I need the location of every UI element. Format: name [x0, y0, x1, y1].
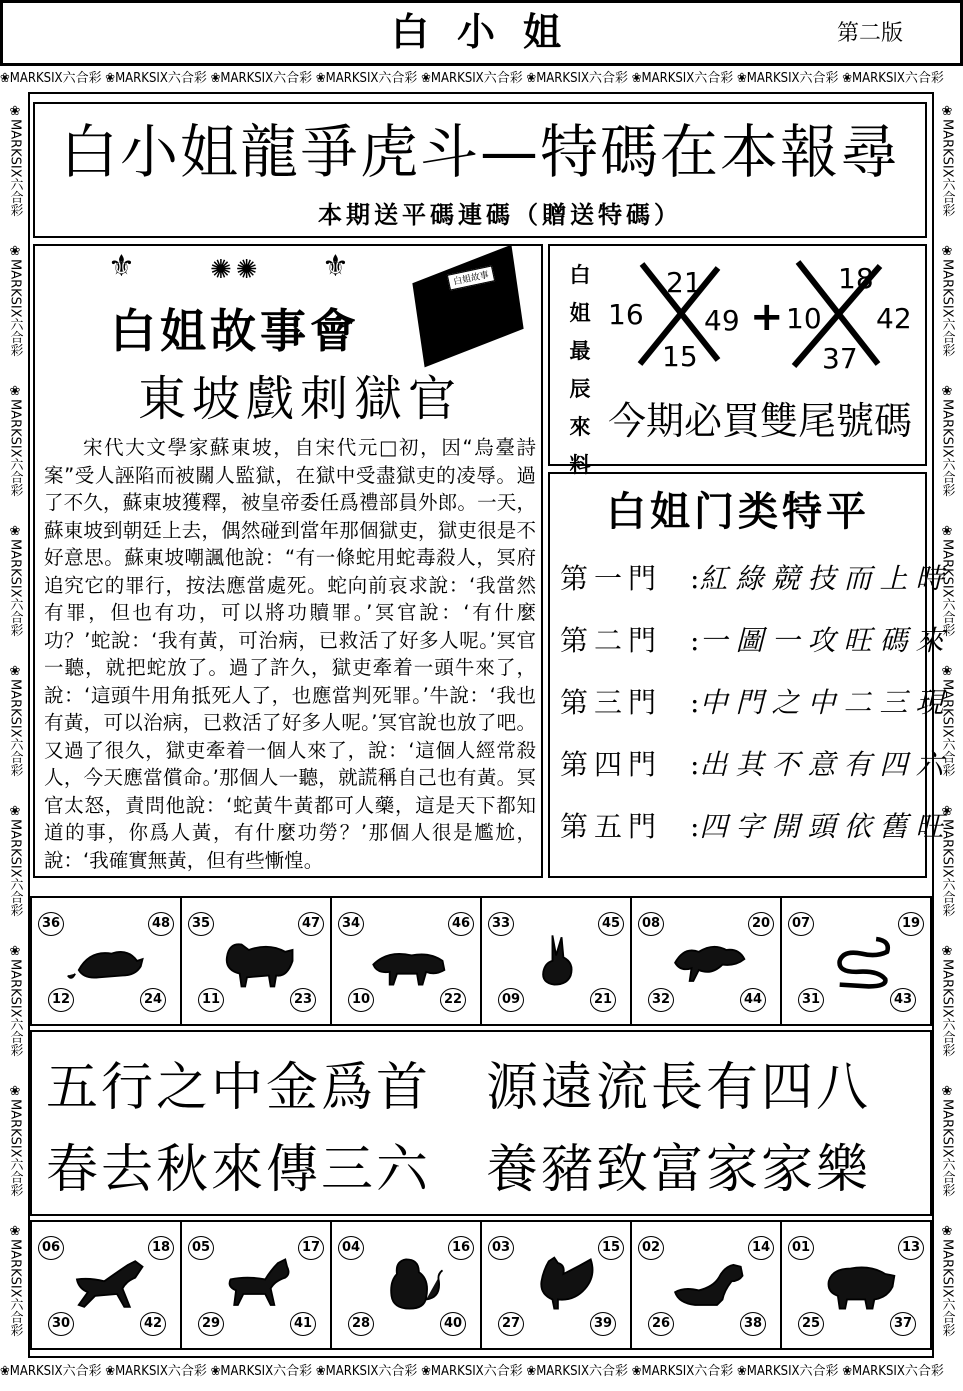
zodiac-number: 02 [638, 1236, 664, 1260]
category-label: 第二門 [560, 624, 663, 657]
pig-icon [816, 1252, 898, 1316]
border-strip-unit: ❀MARKSIX六合彩 [7, 943, 23, 1057]
handwritten-numbers [600, 256, 920, 374]
hand-number: 15 [662, 340, 698, 373]
category-label: 第五門 [560, 810, 663, 843]
zodiac-number: 07 [788, 912, 814, 936]
rabbit-icon [516, 928, 598, 992]
border-strip-unit: ❀MARKSIX六合彩 [7, 1083, 23, 1197]
zodiac-number: 46 [448, 912, 474, 936]
zodiac-cell-rabbit [482, 898, 632, 1024]
zodiac-number: 48 [148, 912, 174, 936]
verse-half: 養豬致富家家樂 [486, 1140, 872, 1200]
masthead-title: 白小姐 [390, 9, 589, 54]
category-label: 第一門 [560, 562, 663, 595]
zodiac-number: 25 [798, 1312, 824, 1336]
zodiac-cell-ox [182, 898, 332, 1024]
zodiac-number: 09 [498, 988, 524, 1012]
category-title: 白姐门类特平 [606, 489, 870, 535]
zodiac-number: 11 [198, 988, 224, 1012]
hand-number: 21 [666, 266, 702, 299]
verse-line [46, 1048, 916, 1128]
zodiac-cell-monkey [332, 1222, 482, 1348]
zodiac-number: 40 [440, 1312, 466, 1336]
border-strip-left [2, 90, 28, 1360]
zodiac-number: 37 [890, 1312, 916, 1336]
tulip-icon: ⚜ [322, 249, 349, 284]
zodiac-number: 30 [48, 1312, 74, 1336]
border-strip-bottom: ❀MARKSIX六合彩 ❀MARKSIX六合彩 ❀MARKSIX六合彩 ❀MARKSIX六合彩 ❀MARKSIX六合彩 ❀MARKSIX六合彩 ❀MARKSIX六合彩 ❀MARKSIX六合彩 ❀MARKSIX六合彩 [0, 1364, 944, 1379]
prediction-text: 今期必買雙尾號碼 [607, 399, 912, 443]
hand-number: 42 [876, 302, 912, 335]
border-strip-unit: ❀MARKSIX六合彩 [7, 1223, 23, 1337]
zodiac-row-bottom [30, 1220, 932, 1350]
verse-half: 五行之中金爲首 [46, 1058, 432, 1118]
verse-half: 源遠流長有四八 [486, 1058, 872, 1118]
zodiac-number: 42 [140, 1312, 166, 1336]
plus-sign: + [750, 294, 784, 340]
category-value: 中門之中二三現 [699, 686, 952, 719]
zodiac-number: 28 [348, 1312, 374, 1336]
zodiac-number: 39 [590, 1312, 616, 1336]
zodiac-number: 22 [440, 988, 466, 1012]
ox-icon [216, 928, 298, 992]
category-label: 第四門 [560, 748, 663, 781]
category-row: 第三門 :中門之中二三現 [560, 672, 920, 734]
subheadline: 本期送平碼連碼（贈送特碼） [318, 201, 682, 229]
zodiac-cell-dragon [632, 898, 782, 1024]
zodiac-cell-rat [32, 898, 182, 1024]
zodiac-cell-goat [182, 1222, 332, 1348]
monkey-icon [366, 1252, 448, 1316]
zodiac-number: 34 [338, 912, 364, 936]
sparkle-icon: ✺✺ [210, 255, 262, 285]
zodiac-number: 41 [290, 1312, 316, 1336]
category-value: 一圖一攻旺碼來 [699, 624, 952, 657]
zodiac-number: 43 [890, 988, 916, 1012]
zodiac-number: 13 [898, 1236, 924, 1260]
category-row: 第四門 :出其不意有四六 [560, 734, 920, 796]
snake-icon [816, 928, 898, 992]
border-strip-unit: ❀MARKSIX六合彩 [939, 103, 955, 217]
dragon-icon [666, 928, 748, 992]
zodiac-cell-rooster [482, 1222, 632, 1348]
zodiac-number: 20 [748, 912, 774, 936]
category-row: 第五門 :四字開頭依舊旺 [560, 796, 920, 858]
headline: 白小姐龍爭虎斗—特碼在本報尋 [59, 118, 900, 186]
zodiac-number: 14 [748, 1236, 774, 1260]
prediction-side-label: 白姐最辰來料 [569, 263, 591, 477]
zodiac-number: 16 [448, 1236, 474, 1260]
category-value: 出其不意有四六 [699, 748, 952, 781]
zodiac-row-top [30, 896, 932, 1026]
category-row: 第二門 :一圖一攻旺碼來 [560, 610, 920, 672]
zodiac-number: 26 [648, 1312, 674, 1336]
border-strip-unit: ❀MARKSIX六合彩 [939, 1223, 955, 1337]
border-strip-unit: ❀MARKSIX六合彩 [939, 663, 955, 777]
story-title: 東坡戲刺獄官 [137, 371, 462, 427]
book-label: 白姐故事 [447, 265, 495, 290]
hand-number: 10 [786, 302, 822, 335]
zodiac-number: 23 [290, 988, 316, 1012]
category-value: 紅綠競技而上時 [699, 562, 952, 595]
horse-icon [66, 1252, 148, 1316]
zodiac-number: 32 [648, 988, 674, 1012]
border-strip-unit: ❀MARKSIX六合彩 [939, 803, 955, 917]
border-strip-unit: ❀MARKSIX六合彩 [939, 523, 955, 637]
zodiac-number: 08 [638, 912, 664, 936]
zodiac-number: 15 [598, 1236, 624, 1260]
zodiac-cell-horse [32, 1222, 182, 1348]
edition-label: 第二版 [836, 21, 903, 46]
dog-icon [666, 1252, 748, 1316]
zodiac-number: 17 [298, 1236, 324, 1260]
zodiac-number: 24 [140, 988, 166, 1012]
border-strip-unit: ❀MARKSIX六合彩 [7, 523, 23, 637]
zodiac-cell-pig [782, 1222, 930, 1348]
verse-line [46, 1130, 916, 1210]
border-strip-unit: ❀MARKSIX六合彩 [7, 383, 23, 497]
tiger-icon [366, 928, 448, 992]
story-section-title: 白姐故事會 [110, 304, 360, 358]
border-strip-top: ❀MARKSIX六合彩 ❀MARKSIX六合彩 ❀MARKSIX六合彩 ❀MARKSIX六合彩 ❀MARKSIX六合彩 ❀MARKSIX六合彩 ❀MARKSIX六合彩 ❀MARKSIX六合彩 ❀MARKSIX六合彩 [0, 71, 944, 86]
border-strip-unit: ❀MARKSIX六合彩 [7, 663, 23, 777]
zodiac-number: 31 [798, 988, 824, 1012]
zodiac-cell-tiger [332, 898, 482, 1024]
zodiac-number: 27 [498, 1312, 524, 1336]
category-row: 第一門 :紅綠競技而上時 [560, 548, 920, 610]
zodiac-number: 01 [788, 1236, 814, 1260]
zodiac-number: 04 [338, 1236, 364, 1260]
zodiac-number: 18 [148, 1236, 174, 1260]
zodiac-number: 44 [740, 988, 766, 1012]
zodiac-number: 12 [48, 988, 74, 1012]
border-strip-unit: ❀MARKSIX六合彩 [7, 803, 23, 917]
border-strip-unit: ❀MARKSIX六合彩 [939, 243, 955, 357]
border-strip-unit: ❀MARKSIX六合彩 [939, 943, 955, 1057]
zodiac-cell-snake [782, 898, 930, 1024]
zodiac-cell-dog [632, 1222, 782, 1348]
border-strip-unit: ❀MARKSIX六合彩 [7, 103, 23, 217]
zodiac-number: 10 [348, 988, 374, 1012]
border-strip-unit: ❀MARKSIX六合彩 [7, 243, 23, 357]
category-label: 第三門 [560, 686, 663, 719]
zodiac-number: 47 [298, 912, 324, 936]
verse-half: 春去秋來傳三六 [46, 1140, 432, 1200]
hand-number: 18 [838, 262, 874, 295]
tulip-icon: ⚜ [108, 249, 135, 284]
hand-number: 49 [704, 304, 740, 337]
hand-number: 16 [608, 298, 644, 331]
zodiac-number: 05 [188, 1236, 214, 1260]
zodiac-number: 19 [898, 912, 924, 936]
zodiac-number: 03 [488, 1236, 514, 1260]
goat-icon [216, 1252, 298, 1316]
zodiac-number: 06 [38, 1236, 64, 1260]
rat-icon [66, 928, 148, 992]
zodiac-number: 45 [598, 912, 624, 936]
zodiac-number: 21 [590, 988, 616, 1012]
hand-number: 37 [822, 342, 858, 374]
category-value: 四字開頭依舊旺 [699, 810, 952, 843]
zodiac-number: 29 [198, 1312, 224, 1336]
zodiac-number: 36 [38, 912, 64, 936]
story-body: 宋代大文學家蘇東坡，自宋代元□初，因“烏臺詩案”受人誣陷而被關人監獄，在獄中受盡獄吏的凌辱。過了不久，蘇東坡獲釋，被皇帝委任爲禮部員外郎。一天，蘇東坡到朝廷上去，偶然碰到當年那個獄吏，獄吏很是不好意思。蘇東坡嘲諷他說：“有一條蛇用蛇毒殺人，冥府追究它的罪行，按法應當處死。蛇向前哀求說：‘我當然有罪，但也有功，可以將功贖罪。’冥官說：‘有什麼功？’蛇說：‘我有黃，可治病，已救活了好多人呢。’冥官一聽，就把蛇放了。過了許久，獄吏牽着一頭牛來了，說：‘這頭牛用角抵死人了，也應當判死罪。’牛說：‘我也有黃，可以治病，已救活了好多人呢。’冥官說也放了吧。又過了很久，獄吏牽着一個人來了，說：‘這個人經常殺人，今天應當償命。’那個人一聽，就謊稱自己也有黃。冥官太怒，責問他說：‘蛇黃牛黃都可人藥，這是天下都知道的事，你爲人黃，有什麼功勞？’那個人很是尷尬，說：‘我確實無黃，但有些慚惶。 [44, 436, 536, 872]
border-strip-unit: ❀MARKSIX六合彩 [939, 383, 955, 497]
zodiac-number: 33 [488, 912, 514, 936]
zodiac-number: 38 [740, 1312, 766, 1336]
rooster-icon [516, 1252, 598, 1316]
zodiac-number: 35 [188, 912, 214, 936]
border-strip-unit: ❀MARKSIX六合彩 [939, 1083, 955, 1197]
